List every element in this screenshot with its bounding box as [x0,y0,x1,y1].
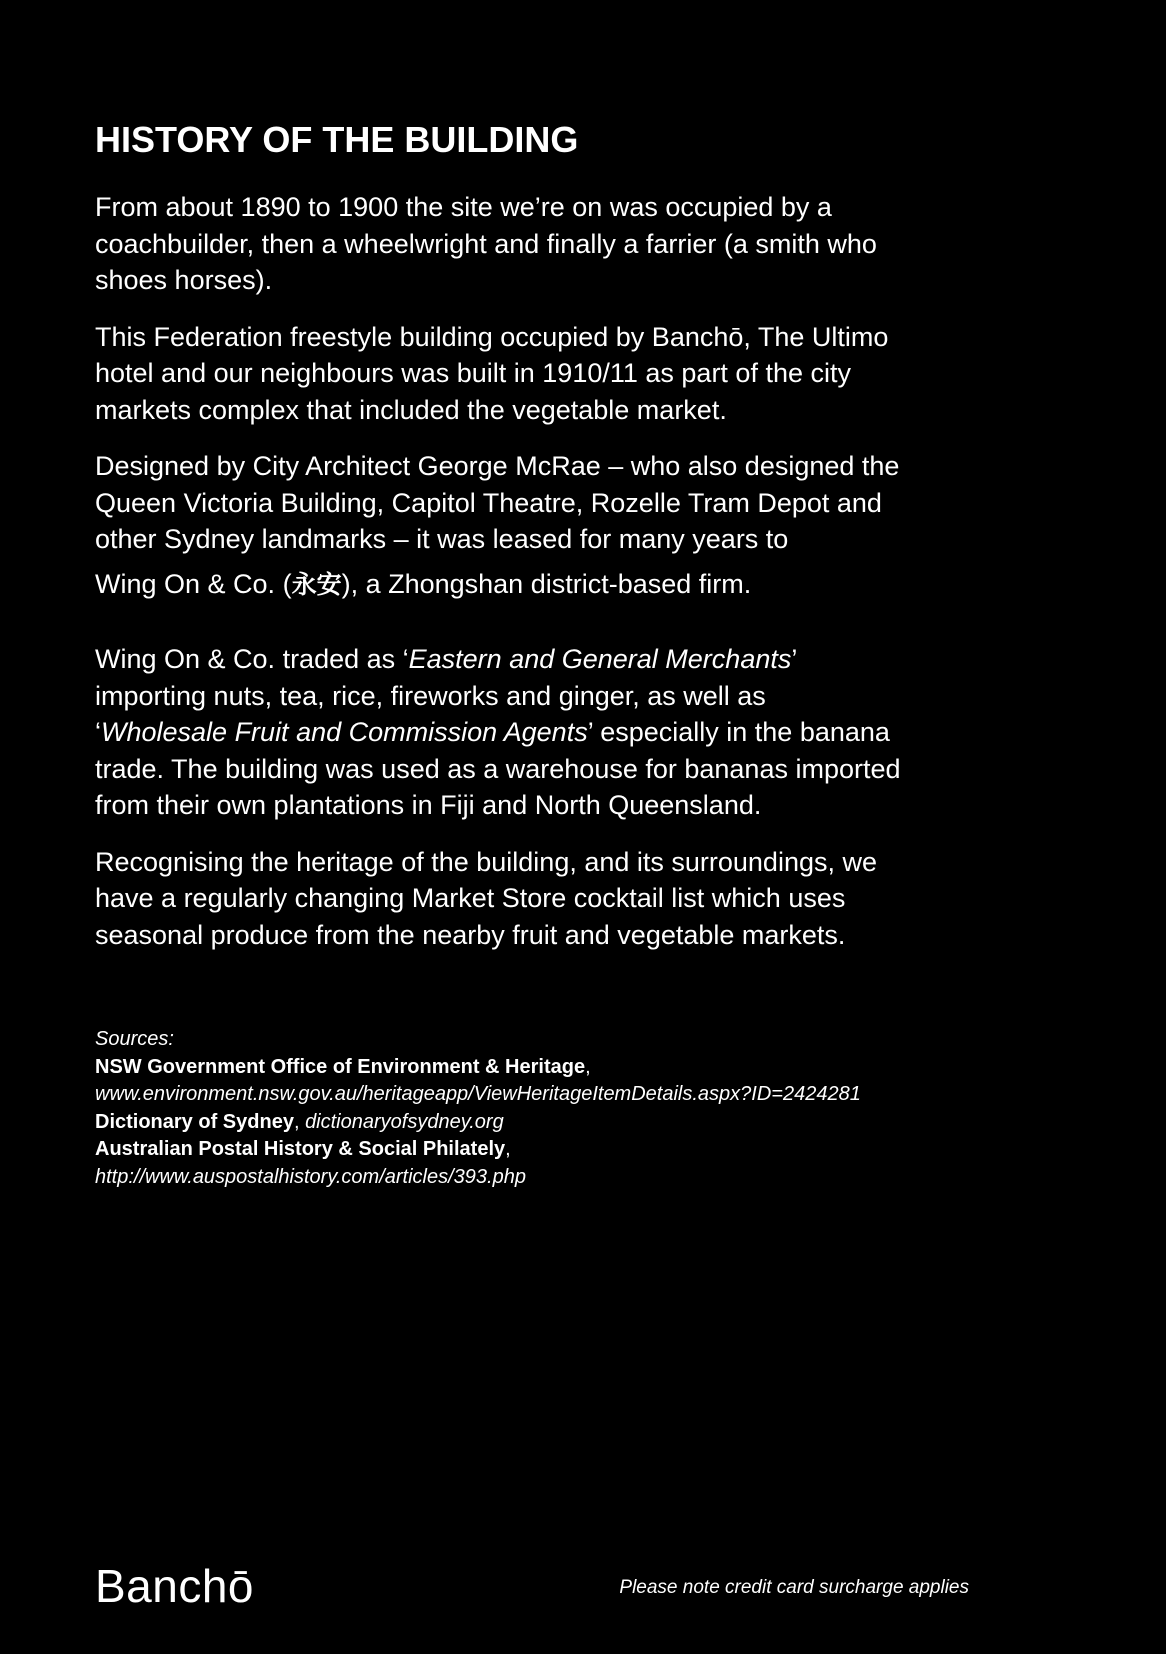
surcharge-note: Please note credit card surcharge applies [619,1577,969,1598]
sources-section [95,1026,1075,1191]
source-url[interactable]: http://www.auspostalhistory.com/articles/393.php [95,1165,526,1188]
italic-phrase: Eastern and General Merchants [408,644,792,674]
paragraph-site-history [95,189,995,299]
text-line: importing nuts, tea, rice, fireworks and ginger, as well as [95,680,766,711]
italic-phrase: Wholesale Fruit and Commission Agents [101,717,588,747]
paragraph-heritage-cocktails [95,844,995,954]
source-separator: , [585,1055,591,1078]
text-line [95,714,995,751]
source-entry [95,1136,1075,1164]
text-fragment: Wing On & Co. ( [95,568,292,599]
paragraph-wing-on-trade [95,641,995,824]
source-entry [95,1109,1075,1137]
text-fragment: ’ [791,644,798,674]
sources-heading: Sources: [95,1028,174,1050]
chinese-name: 永安 [291,569,342,599]
text-fragment: Wing On & Co. traded as ‘ [95,644,409,674]
text-line: From about 1890 to 1900 the site we’re on was occupied by a [95,192,832,222]
text-line: hotel and our neighbours was built in 1910/11 as part of the city [95,358,851,388]
page-title: HISTORY OF THE BUILDING [95,119,579,160]
text-line: Recognising the heritage of the building, and its surroundings, we [95,846,877,877]
text-line: have a regularly changing Market Store cocktail list which uses [95,883,846,913]
text-line: shoes horses). [95,265,273,295]
text-fragment: ), a Zhongshan district-based firm. [341,568,752,599]
source-name: NSW Government Office of Environment & Heritage [95,1055,586,1078]
brand-logo: Banchō [95,1560,255,1612]
text-line: markets complex that included the vegetable market. [95,394,727,425]
source-url[interactable]: dictionaryofsydney.org [305,1110,504,1133]
text-line: Designed by City Architect George McRae – who also designed the [95,451,900,481]
paragraph-federation-building [95,319,995,429]
text-line: Queen Victoria Building, Capitol Theatre, Rozelle Tram Depot and [95,487,882,518]
text-line: other Sydney landmarks – it was leased for many years to [95,524,789,554]
source-entry [95,1054,1075,1082]
text-line [95,566,995,604]
text-line: trade. The building was used as a warehouse for bananas imported [95,753,901,784]
text-line: This Federation freestyle building occupied by Banchō, The Ultimo [95,321,889,352]
text-line: from their own plantations in Fiji and North Queensland. [95,790,762,820]
text-line: seasonal produce from the nearby fruit and vegetable markets. [95,919,846,950]
text-fragment: ’ especially in the banana [587,717,890,747]
source-name: Australian Postal History & Social Philately [95,1138,506,1160]
text-line: coachbuilder, then a wheelwright and finally a farrier (a smith who [95,228,877,259]
source-separator: , [505,1138,511,1160]
source-url[interactable]: www.environment.nsw.gov.au/heritageapp/ViewHeritageItemDetails.aspx?ID=2424281 [95,1083,861,1105]
text-fragment: ‘ [95,717,101,747]
source-separator: , [293,1110,306,1133]
text-line [95,641,995,678]
paragraph-architect [95,448,995,603]
source-name: Dictionary of Sydney [95,1110,294,1133]
main-content [95,117,995,973]
